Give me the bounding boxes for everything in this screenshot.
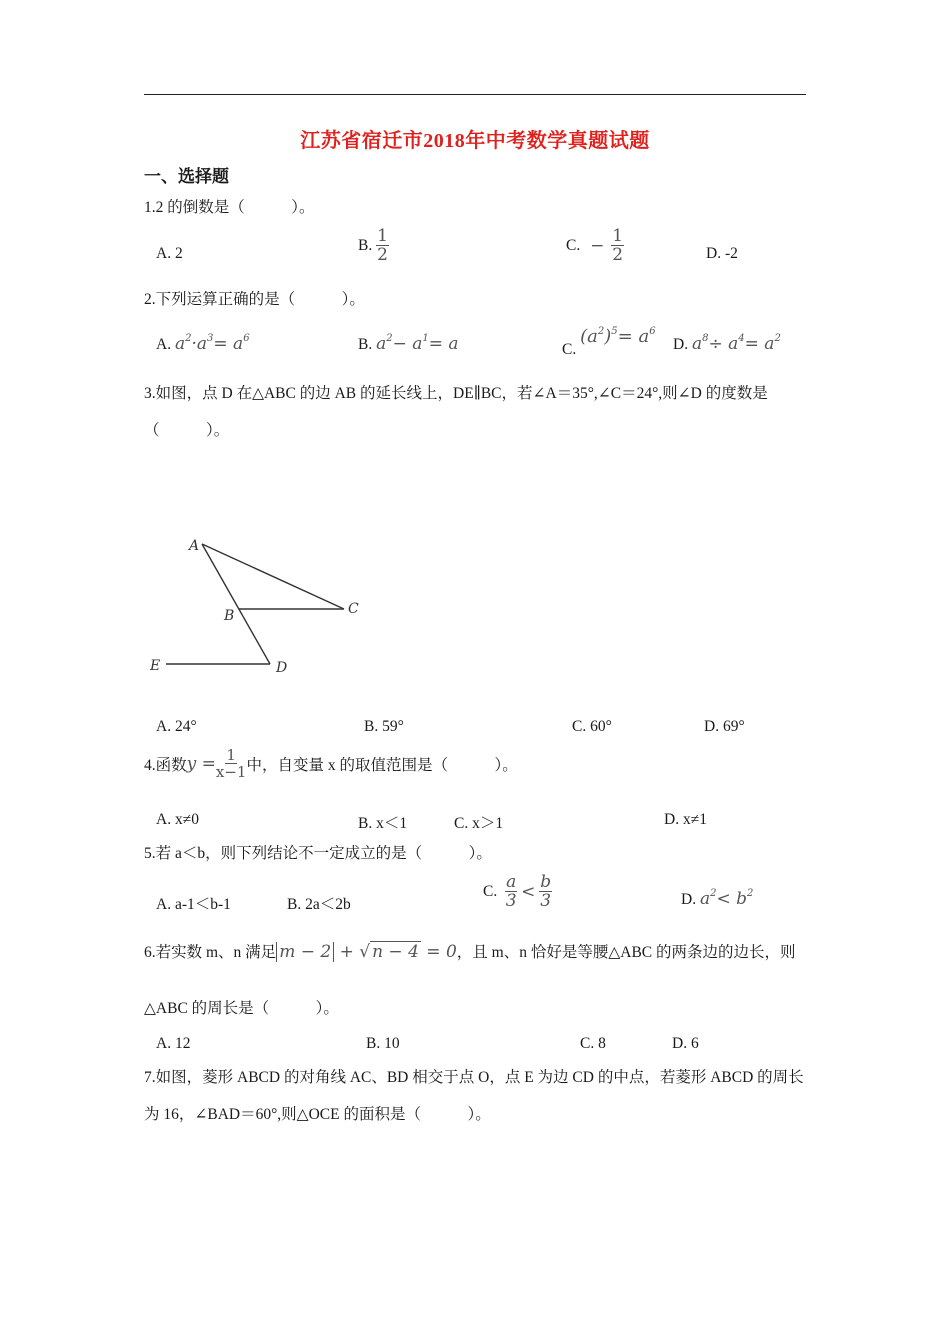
question-3-option-a: A. 24° [156,718,197,735]
less-than-sign: < [521,882,536,902]
header-rule [144,94,806,95]
denominator: 2 [377,245,388,265]
question-5-option-c [483,874,552,910]
question-1-option-c [566,228,624,264]
question-2-option-b [358,333,459,354]
point-label-b: B [224,608,235,624]
expression-image: $a^8\div a^4= a^2$ [691,333,781,354]
stem-text: ，且 m、n 恰好是等腰△ABC 的两条边的边长，则 [456,944,796,961]
expression-image: $a^2\cdot a^3= a^6$ [174,333,250,354]
question-6-option-d: D. 6 [672,1035,699,1052]
question-5-stem: 5.若 a＜b，则下列结论不一定成立的是（ ）。 [144,845,492,862]
fraction [611,228,624,264]
point-label-a: A [189,538,200,554]
point-label-d: D [276,660,288,676]
question-2-stem: 2.下列运算正确的是（ ）。 [144,291,365,308]
expression-image: $a^2< b^2$ [699,888,754,909]
question-1-stem: 1.2 的倒数是（ ）。 [144,199,315,216]
question-4-option-d: D. x≠1 [664,811,707,828]
point-label-c: C [348,601,359,617]
question-5-option-a: A. a-1＜b-1 [156,896,231,913]
segment-ad [202,544,270,664]
option-label: B. [358,336,373,353]
numerator: 1 [612,226,624,246]
function-fraction [216,748,247,780]
option-label: A. [156,336,172,353]
numerator: 1 [226,746,236,764]
question-4-option-a: A. x≠0 [156,811,199,828]
question-4-option-b: B. x＜1 [358,815,408,832]
option-label: C. [562,341,577,358]
option-label: B. [358,237,373,254]
section-heading: 一、选择题 [144,167,229,186]
page-title: 江苏省宿迁市2018年中考数学真题试题 [300,130,650,152]
expression-image: $(a^2)^5= a^6$ [580,326,656,347]
question-5-option-b: B. 2a＜2b [287,896,351,913]
option-label: D. [673,336,689,353]
question-3-option-c: C. 60° [572,718,612,735]
question-3-stem: 3.如图，点 D 在△ABC 的边 AB 的延长线上，DE∥BC，若∠A＝35°,∠C＝24°,则∠D 的度数是（ ）。 [144,385,768,439]
question-1-option-b [358,228,389,264]
question-4-stem [144,748,518,780]
question-6-option-a: A. 12 [156,1035,191,1052]
option-label: C. [483,883,498,900]
question-4-option-c: C. x＞1 [454,815,504,832]
function-lhs: y = [186,754,216,774]
stem-text: 中，自变量 x 的取值范围是（ ）。 [246,757,518,774]
question-5-option-d [681,888,753,909]
question-2-option-d [673,333,781,354]
question-3-option-d: D. 69° [704,718,745,735]
question-3-option-b: B. 59° [364,718,404,735]
question-6-option-b: B. 10 [366,1035,400,1052]
question-6-stem [144,940,796,962]
question-1-option-a: A. 2 [156,245,183,262]
option-label: C. [566,237,581,254]
question-3-figure [140,530,380,690]
minus-sign: − [590,236,605,256]
denominator: x−1 [215,763,247,781]
segment-ac [202,544,344,609]
question-6-stem-line-2: △ABC 的周长是（ ）。 [144,1000,339,1017]
expression-image: $a^2- a^1= a$ [376,333,459,354]
stem-text: 4.函数 [144,757,187,774]
fraction [376,228,389,264]
fraction-b-over-3: $\frac{b}{3}$ [540,872,552,911]
stem-text: 6.若实数 m、n 满足 [144,944,277,961]
question-2-option-a [156,333,250,354]
fraction-a-over-3: $\frac{a}{3}$ [505,872,517,911]
question-7-stem: 7.如图，菱形 ABCD 的对角线 AC、BD 相交于点 O，点 E 为边 CD 的中点，若菱形 ABCD 的周长为 16，∠BAD＝60°,则△OCE 的面积是（ ）。 [144,1069,804,1123]
condition-expression: m − 2 + √ n − 4 = 0 [276,941,457,962]
numerator: 1 [377,226,388,246]
question-1-option-d: D. -2 [706,245,738,262]
option-label: D. [681,891,697,908]
question-2-option-c [562,326,656,358]
point-label-e: E [150,658,161,674]
denominator: 2 [612,245,624,265]
question-6-option-c: C. 8 [580,1035,606,1052]
